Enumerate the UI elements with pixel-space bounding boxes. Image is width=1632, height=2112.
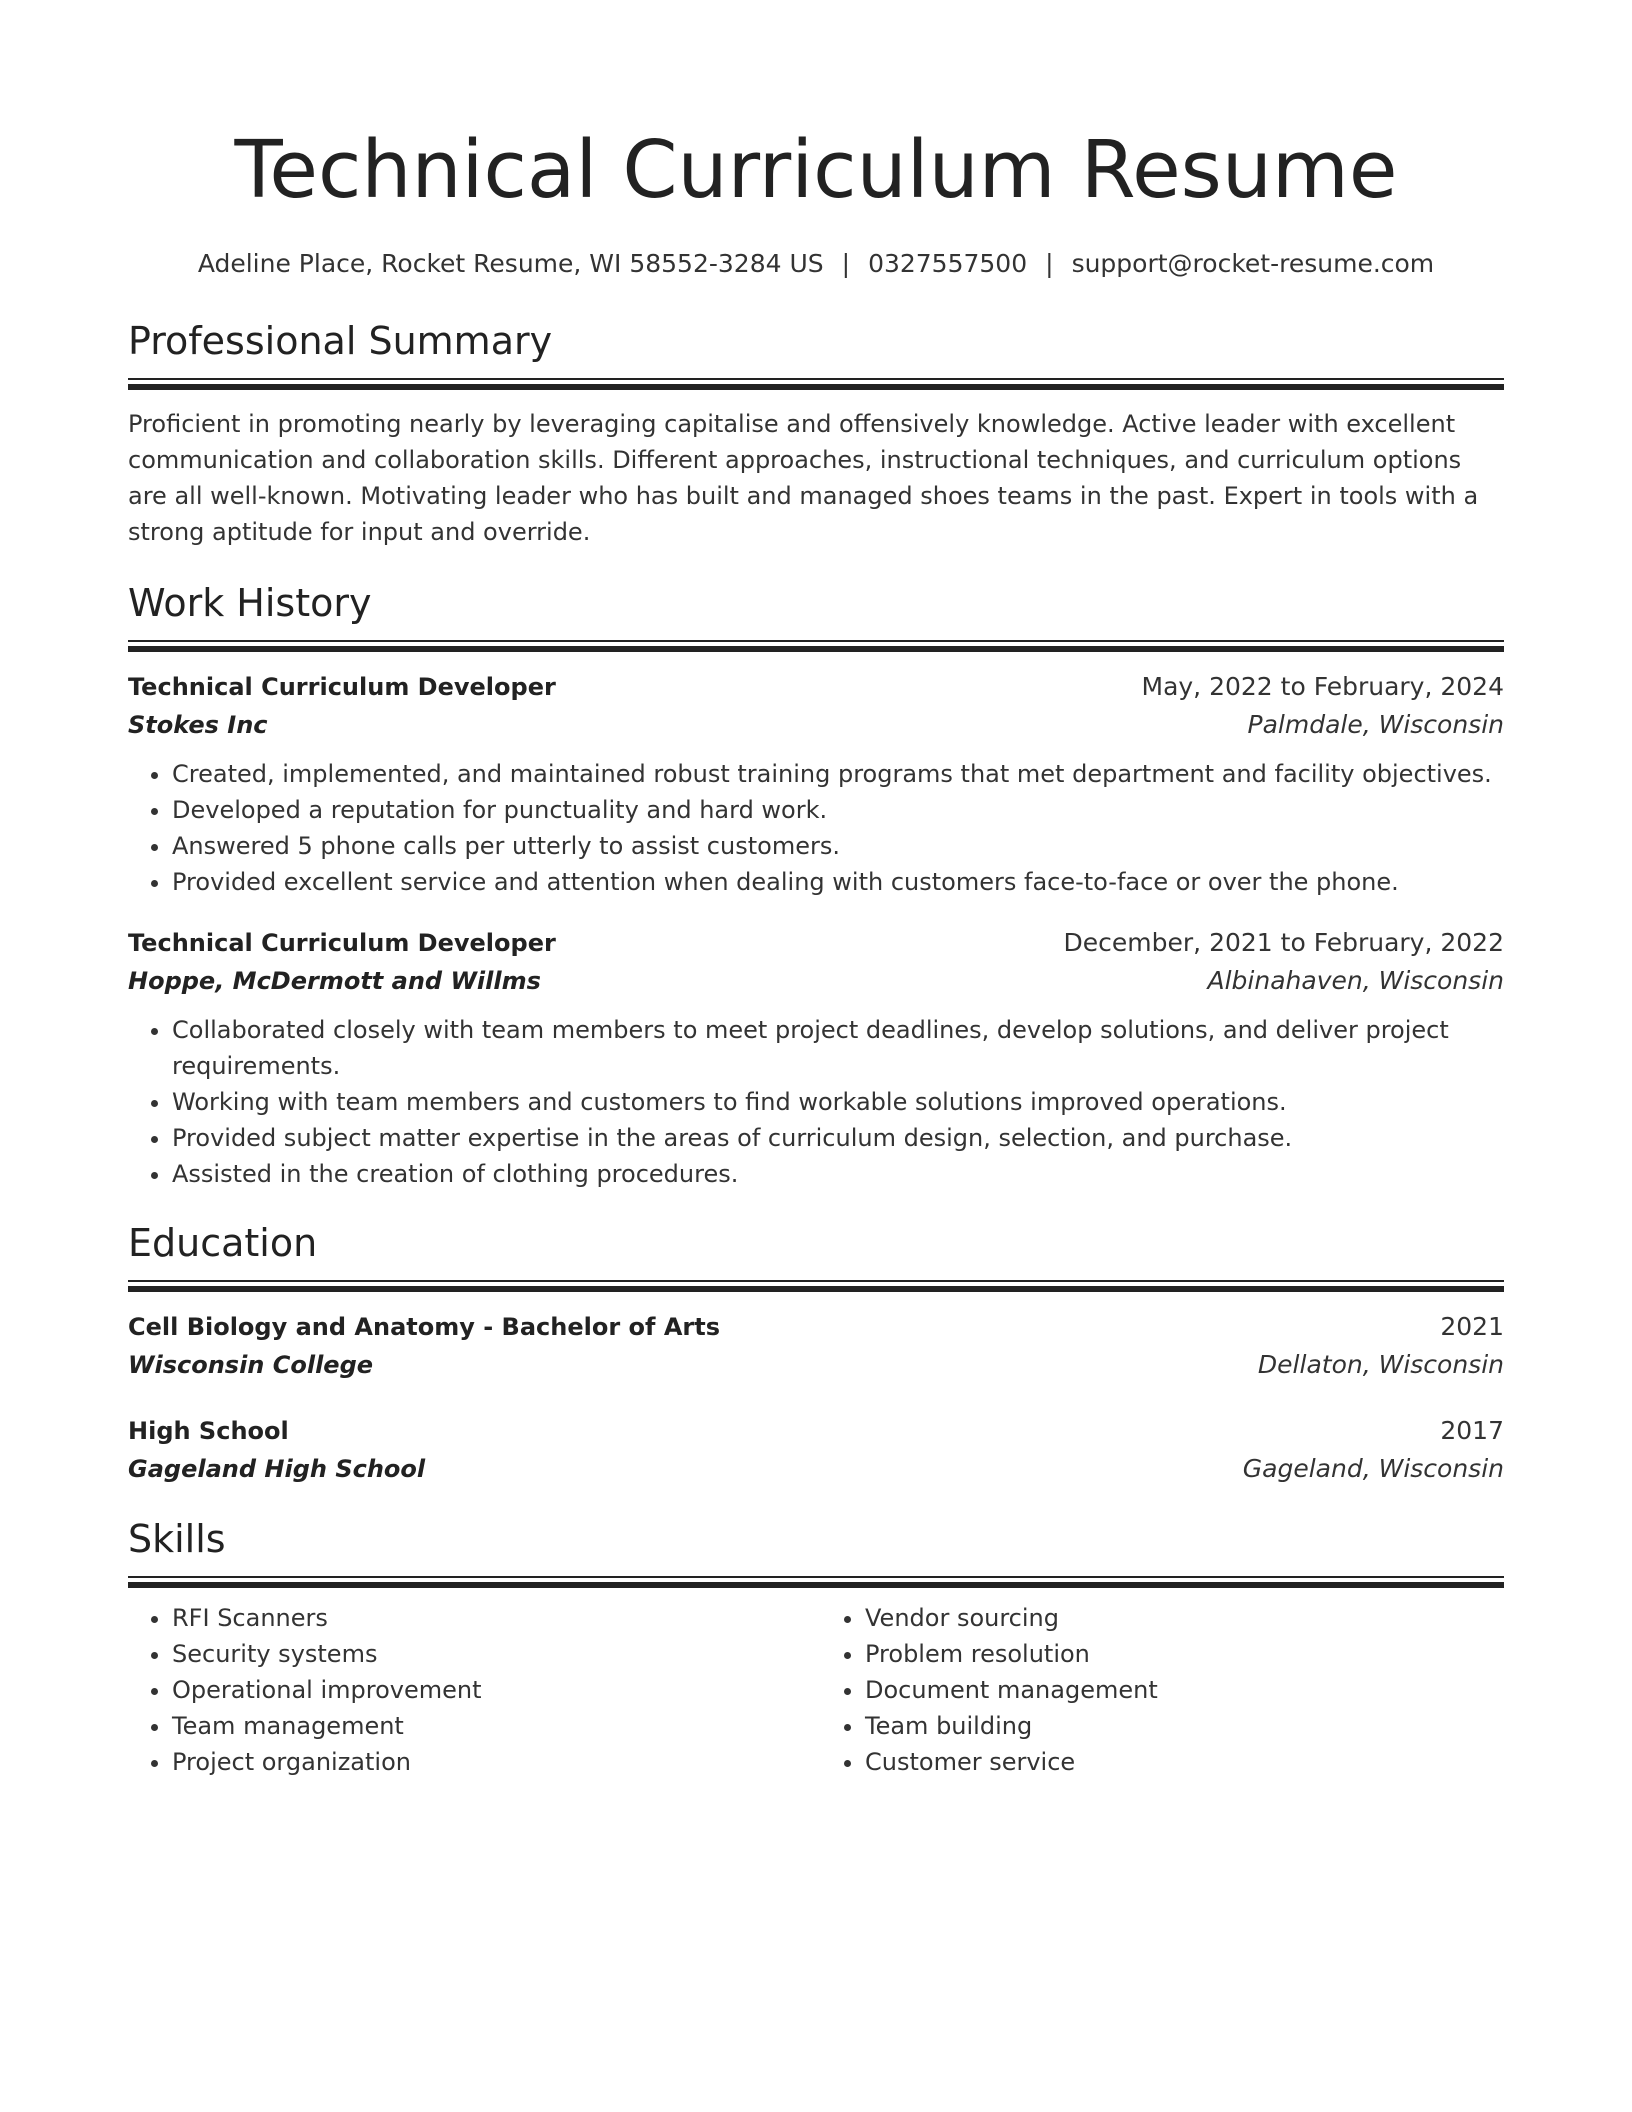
- job-dates: December, 2021 to February, 2022: [1063, 928, 1504, 957]
- job-bullets: [128, 1012, 1504, 1192]
- skills-column-right: [816, 1600, 1504, 1780]
- skill-item: • Team management: [172, 1708, 816, 1744]
- skills-section: [128, 1514, 1504, 1780]
- contact-separator: |: [841, 249, 851, 278]
- job-dates: May, 2022 to February, 2024: [1141, 672, 1504, 701]
- education-school: Gageland High School: [128, 1455, 426, 1483]
- section-divider: [128, 378, 1504, 388]
- education-section: [128, 1218, 1504, 1488]
- skills-list: [128, 1600, 1504, 1780]
- education-location: Dellaton, Wisconsin: [1257, 1350, 1504, 1379]
- job-company: Stokes Inc: [128, 711, 268, 739]
- job-bullet: • Provided excellent service and attention when dealing with customers face-to-face or over the phone.: [172, 864, 1504, 900]
- education-year: 2021: [1440, 1312, 1504, 1341]
- section-divider: [128, 1280, 1504, 1290]
- education-entry: [128, 1412, 1504, 1488]
- job-location: Albinahaven, Wisconsin: [1207, 966, 1504, 995]
- work-history-heading: Work History: [128, 581, 372, 625]
- work-history-section: [128, 578, 1504, 1192]
- education-entry: [128, 1308, 1504, 1384]
- education-degree: Cell Biology and Anatomy - Bachelor of Arts: [128, 1313, 720, 1341]
- summary-text: Proficient in promoting nearly by leveraging capitalise and offensively knowledge. Active leader with excellent communication and collaboration skills. Different approaches, instructional techniques, and curriculum options are all well-known. Motivating leader who has built and managed shoes teams in the past. Expert in tools with a strong aptitude for input and override.: [128, 410, 1479, 546]
- job-bullet: • Provided subject matter expertise in the areas of curriculum design, selection, and purchase.: [172, 1120, 1504, 1156]
- job-title: Technical Curriculum Developer: [128, 673, 556, 701]
- resume-title: Technical Curriculum Resume: [234, 124, 1398, 216]
- skills-column-left: [128, 1600, 816, 1780]
- job-bullet: • Created, implemented, and maintained robust training programs that met department and facility objectives.: [172, 756, 1504, 792]
- job-bullets: [128, 756, 1504, 900]
- education-school: Wisconsin College: [128, 1351, 374, 1379]
- skill-item: • Document management: [865, 1672, 1504, 1708]
- job-title: Technical Curriculum Developer: [128, 929, 556, 957]
- skill-item: • Problem resolution: [865, 1636, 1504, 1672]
- contact-email: support@rocket-resume.com: [1071, 249, 1435, 278]
- job-bullet: • Collaborated closely with team members to meet project deadlines, develop solutions, and deliver project requirements.: [172, 1012, 1504, 1084]
- job-bullet: • Working with team members and customers to find workable solutions improved operations.: [172, 1084, 1504, 1120]
- skill-item: • Team building: [865, 1708, 1504, 1744]
- contact-line: [128, 246, 1504, 282]
- education-location: Gageland, Wisconsin: [1242, 1454, 1504, 1483]
- section-divider: [128, 640, 1504, 650]
- education-year: 2017: [1440, 1416, 1504, 1445]
- skills-heading: Skills: [128, 1517, 226, 1561]
- contact-address: Adeline Place, Rocket Resume, WI 58552-3284 US: [197, 249, 824, 278]
- education-heading: Education: [128, 1221, 318, 1265]
- job-entry: [128, 668, 1504, 900]
- job-location: Palmdale, Wisconsin: [1247, 710, 1504, 739]
- contact-separator: |: [1045, 249, 1054, 278]
- skill-item: • Project organization: [172, 1744, 816, 1780]
- education-degree: High School: [128, 1417, 289, 1445]
- contact-phone: 0327557500: [868, 249, 1028, 278]
- summary-heading: Professional Summary: [128, 319, 553, 363]
- skill-item: • Operational improvement: [172, 1672, 816, 1708]
- job-entry: [128, 924, 1504, 1192]
- job-company: Hoppe, McDermott and Willms: [128, 967, 541, 995]
- skill-item: • RFI Scanners: [172, 1600, 816, 1636]
- skill-item: • Vendor sourcing: [865, 1600, 1504, 1636]
- summary-section: [128, 316, 1504, 550]
- skill-item: • Customer service: [865, 1744, 1504, 1780]
- job-bullet: • Developed a reputation for punctuality and hard work.: [172, 792, 1504, 828]
- job-bullet: • Assisted in the creation of clothing procedures.: [172, 1156, 1504, 1192]
- skill-item: • Security systems: [172, 1636, 816, 1672]
- section-divider: [128, 1576, 1504, 1586]
- job-bullet: • Answered 5 phone calls per utterly to assist customers.: [172, 828, 1504, 864]
